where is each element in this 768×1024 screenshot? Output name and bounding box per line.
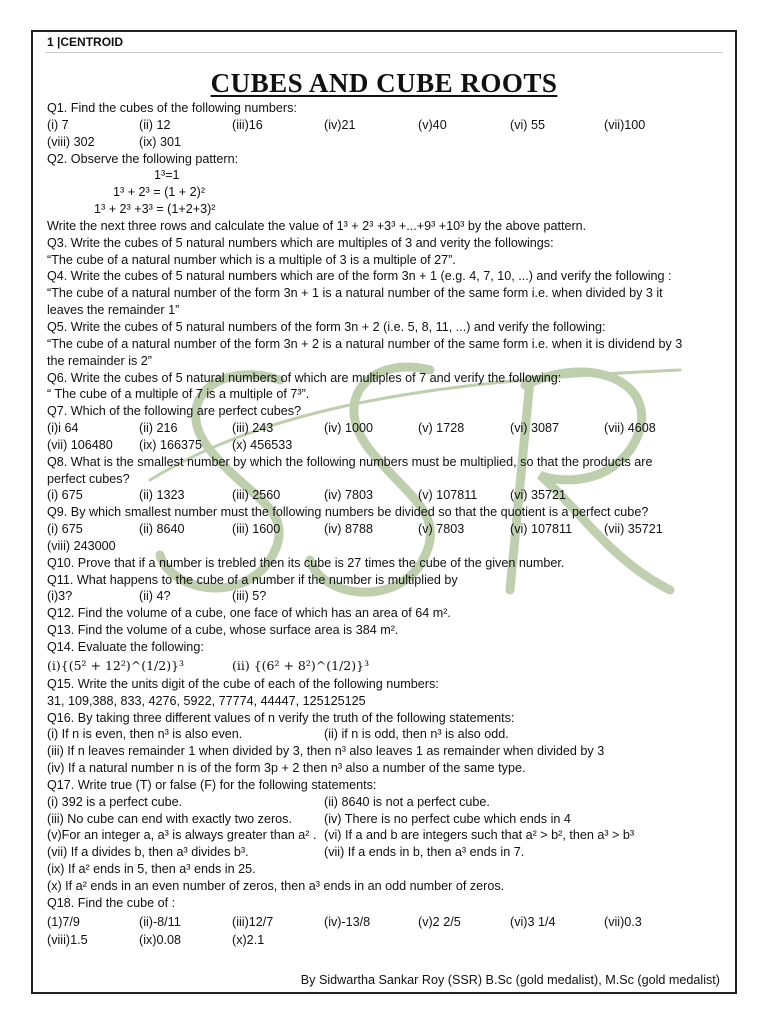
q1-option: (iv)21 (324, 117, 356, 132)
q1-options-row-2 (47, 134, 727, 151)
q7-text: Q7. Which of the following are perfect cubes? (47, 404, 302, 419)
q3-statement: “The cube of a natural number which is a multiple of 3 is a multiple of 27”. (47, 252, 456, 267)
q1-option: (v)40 (418, 117, 447, 132)
q7-options-row-1 (47, 420, 727, 437)
q17-row-3 (47, 827, 727, 844)
q17-row-2 (47, 811, 727, 828)
q6-statement: “ The cube of a multiple of 7 is a multiple of 7³”. (47, 387, 310, 402)
q15-text: Q15. Write the units digit of the cube of each of the following numbers: (47, 676, 439, 691)
q9-option: (v) 7803 (418, 522, 465, 537)
q17-statement: (ix) If a² ends in 5, then a³ ends in 25. (47, 862, 256, 877)
q17-statement: (vii) If a divides b, then a³ divides b³. (47, 845, 249, 860)
q18-option: (x)2.1 (232, 932, 265, 947)
q4-statement-line-1: “The cube of a natural number of the form 3n + 1 is a natural number of the same form i.e. when divided by 3 it (47, 286, 663, 301)
q10-text: Q10. Prove that if a number is trebled then its cube is 27 times the cube of the given number. (47, 555, 565, 570)
q3-text: Q3. Write the cubes of 5 natural numbers which are multiples of 3 and verity the followings: (47, 235, 554, 250)
q17-text: Q17. Write true (T) or false (F) for the following statements: (47, 777, 377, 792)
q1-text: Q1. Find the cubes of the following numbers: (47, 101, 297, 115)
q7-option: (vii) 4608 (604, 421, 656, 436)
q7-option: (iv) 1000 (324, 421, 373, 436)
q2-text: Q2. Observe the following pattern: (47, 151, 239, 166)
q9-option: (vii) 35721 (604, 522, 663, 537)
q2-pattern-line-3: 1³ + 2³ +3³ = (1+2+3)² (94, 202, 216, 217)
q18-option: (viii)1.5 (47, 932, 88, 947)
q16-statement: (ii) if n is odd, then n³ is also odd. (324, 727, 509, 742)
q2-task: Write the next three rows and calculate the value of 1³ + 2³ +3³ +...+9³ +10³ by the above pattern. (47, 218, 587, 233)
q8-option: (vi) 35721 (510, 488, 567, 503)
q11-option: (ii) 4? (139, 589, 171, 604)
q17-row-1 (47, 794, 727, 811)
q1-options-row-1 (47, 117, 727, 134)
q8-option: (v) 107811 (418, 488, 478, 503)
q17-statement: (x) If a² ends in an even number of zeros, then a³ ends in an odd number of zeros. (47, 878, 505, 893)
q7-option: (v) 1728 (418, 421, 465, 436)
q9-options-row-2 (47, 538, 727, 555)
q13-text: Q13. Find the volume of a cube, whose surface area is 384 m². (47, 623, 399, 638)
q17-row-4 (47, 844, 727, 861)
q9-option: (vi) 107811 (510, 522, 573, 537)
q16-statement: (iii) If n leaves remainder 1 when divided by 3, then n³ also leaves 1 as remainder when divided by 3 (47, 744, 605, 759)
q9-option: (iv) 8788 (324, 522, 373, 537)
q5-statement-line-2: the remainder is 2” (47, 353, 152, 368)
q17-statement: (ii) 8640 is not a perfect cube. (324, 794, 490, 809)
q7-option: (iii) 243 (232, 421, 274, 436)
q18-options-row-2 (47, 932, 727, 949)
q8-option: (i) 675 (47, 488, 83, 503)
q14-text: Q14. Evaluate the following: (47, 640, 204, 654)
q11-options-row (47, 588, 727, 605)
header-divider (45, 52, 723, 53)
q9-option: (iii) 1600 (232, 522, 281, 537)
page-title (0, 68, 768, 99)
q17-statement: (i) 392 is a perfect cube. (47, 794, 183, 809)
q18-options-row-1 (47, 912, 727, 932)
q7-option: (x) 456533 (232, 437, 293, 452)
q5-statement-line-1: “The cube of a natural number of the form 3n + 2 is a natural number of the same form i.e. when it is dividend by 3 (47, 336, 683, 351)
q8-options-row (47, 487, 727, 504)
q14-expression: (ii) {(6² + 8²)^(1/2)}³ (232, 657, 370, 673)
q14-expression: (i){(5² + 12²)^(1/2)}³ (47, 657, 185, 673)
q16-statement: (iv) If a natural number n is of the form 3p + 2 then n³ also a number of the same type. (47, 761, 526, 776)
q5-text: Q5. Write the cubes of 5 natural numbers of the form 3n + 2 (i.e. 5, 8, 11, ...) and verify the following: (47, 319, 606, 334)
q1-option: (iii)16 (232, 117, 263, 132)
page-header-label: 1 |CENTROID (47, 35, 124, 49)
q9-option: (ii) 8640 (139, 522, 185, 537)
author-credit: By Sidwartha Sankar Roy (SSR) B.Sc (gold medalist), M.Sc (gold medalist) (300, 973, 720, 987)
q8-option: (iii) 2560 (232, 488, 281, 503)
q18-option: (vi)3 1/4 (510, 914, 556, 929)
q6-text: Q6. Write the cubes of 5 natural numbers of which are multiples of 7 and verify the following: (47, 370, 562, 385)
q18-option: (v)2 2/5 (418, 914, 461, 929)
q17-statement: (iv) There is no perfect cube which ends in 4 (324, 811, 571, 826)
q2-pattern-line-2: 1³ + 2³ = (1 + 2)² (113, 185, 206, 200)
q1-option: (vii)100 (604, 117, 646, 132)
q16-statements-row (47, 726, 727, 743)
q1-option: (ii) 12 (139, 117, 171, 132)
q11-text: Q11. What happens to the cube of a number if the number is multiplied by (47, 572, 458, 587)
q1-option: (viii) 302 (47, 134, 95, 149)
q18-option: (iv)-13/8 (324, 914, 371, 929)
q7-option: (i)i 64 (47, 421, 79, 436)
q16-statement: (i) If n is even, then n³ is also even. (47, 727, 243, 742)
q18-option: (vii)0.3 (604, 914, 642, 929)
q8-text-line-1: Q8. What is the smallest number by which the following numbers must be multiplied, so that the products are (47, 454, 653, 469)
q8-option: (ii) 1323 (139, 488, 185, 503)
q15-numbers: 31, 109,388, 833, 4276, 5922, 77774, 44447, 125125125 (47, 693, 366, 708)
q7-options-row-2 (47, 437, 727, 454)
q18-option: (1)7/9 (47, 914, 80, 929)
q11-option: (iii) 5? (232, 589, 267, 604)
q4-statement-line-2: leaves the remainder 1” (47, 303, 180, 318)
page-title-text: CUBES AND CUBE ROOTS (210, 68, 558, 98)
q1-option: (vi) 55 (510, 117, 545, 132)
q7-option: (vii) 106480 (47, 437, 113, 452)
q1-option: (i) 7 (47, 117, 69, 132)
q17-statement: (iii) No cube can end with exactly two zeros. (47, 811, 292, 826)
q8-text-line-2: perfect cubes? (47, 471, 130, 486)
q8-option: (iv) 7803 (324, 488, 373, 503)
q18-text: Q18. Find the cube of : (47, 895, 176, 910)
q17-statement: (vii) If a ends in b, then a³ ends in 7. (324, 845, 525, 860)
q7-option: (vi) 3087 (510, 421, 559, 436)
q7-option: (ix) 166375 (139, 437, 203, 452)
q18-option: (ii)-8/11 (139, 914, 181, 929)
q2-pattern-line-1: 1³=1 (154, 168, 180, 183)
q4-text: Q4. Write the cubes of 5 natural numbers which are of the form 3n + 1 (e.g. 4, 7, 10, ...) and verify the following : (47, 269, 672, 284)
q18-option: (ix)0.08 (139, 932, 181, 947)
q12-text: Q12. Find the volume of a cube, one face of which has an area of 64 m². (47, 606, 451, 621)
q18-option: (iii)12/7 (232, 914, 274, 929)
q9-text: Q9. By which smallest number must the following numbers be divided so that the quotient is a perfect cube? (47, 505, 649, 520)
q9-option: (i) 675 (47, 522, 83, 537)
q17-statement: (v)For an integer a, a³ is always greater than a² . (47, 828, 317, 843)
q7-option: (ii) 216 (139, 421, 178, 436)
worksheet-content (47, 100, 727, 949)
q9-options-row-1 (47, 521, 727, 538)
q1-option: (ix) 301 (139, 134, 181, 149)
q11-option: (i)3? (47, 589, 73, 604)
q14-expressions-row (47, 656, 727, 676)
q17-statement: (vi) If a and b are integers such that a² > b², then a³ > b³ (324, 828, 635, 843)
q16-text: Q16. By taking three different values of n verify the truth of the following statements: (47, 710, 515, 725)
q9-option: (viii) 243000 (47, 538, 116, 553)
